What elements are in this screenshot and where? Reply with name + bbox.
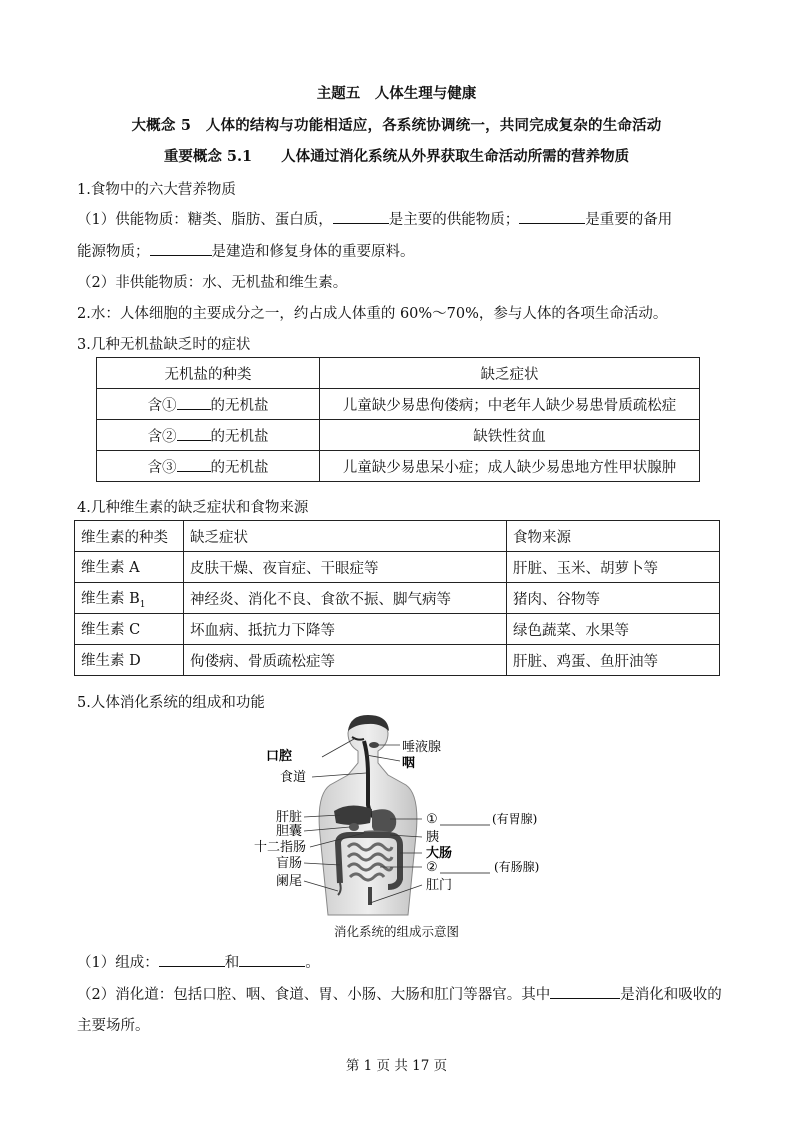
- label-blank-2: ②: [426, 860, 438, 875]
- label-salivary-gland: 唾液腺: [402, 740, 442, 755]
- answer-blank: [177, 395, 211, 410]
- section4-heading: 4.几种维生素的缺乏症状和食物来源: [77, 500, 309, 516]
- vitamin-name-cell: 维生素 D: [75, 645, 184, 676]
- label-blank-1: ①: [426, 812, 438, 827]
- food-source-cell: 猪肉、谷物等: [507, 583, 720, 614]
- label-gallbladder: 胆囊: [275, 824, 302, 839]
- table-header-row: [75, 521, 720, 552]
- answer-blank: [177, 457, 211, 472]
- label-duodenum: 十二指肠: [253, 840, 306, 855]
- table-row: [97, 389, 700, 420]
- label-oral-cavity: 口腔: [265, 749, 292, 764]
- label-esophagus: 食道: [279, 770, 306, 785]
- topic-title: 主题五 人体生理与健康: [316, 85, 477, 102]
- table-row: [75, 552, 720, 583]
- label-liver: 肝脏: [275, 810, 302, 825]
- answer-blank: [550, 984, 620, 999]
- label-anus: 肛门: [426, 878, 453, 893]
- table-header-cell: 无机盐的种类: [97, 358, 320, 389]
- section1-para1-line1: （1）供能物质：糖类、脂肪、蛋白质， 是主要的供能物质； 是重要的备用: [77, 208, 672, 229]
- gallbladder: [349, 823, 359, 831]
- mineral-type-cell: 含① 的无机盐: [97, 389, 320, 420]
- vitamin-table: [74, 520, 720, 676]
- table-header-row: [97, 358, 700, 389]
- section5-para1: （1）组成： 和 。: [77, 951, 320, 972]
- label-pharynx: 咽: [402, 756, 416, 771]
- table-row: [75, 583, 720, 614]
- food-source-cell: 肝脏、鸡蛋、鱼肝油等: [507, 645, 720, 676]
- symptom-cell: 皮肤干燥、夜盲症、干眼症等: [184, 552, 507, 583]
- table-header-cell: 缺乏症状: [320, 358, 700, 389]
- table-row: [75, 645, 720, 676]
- section1-para2: （2）非供能物质：水、无机盐和维生素。: [77, 275, 348, 291]
- mineral-type-cell: 含② 的无机盐: [97, 420, 320, 451]
- section3-heading: 3.几种无机盐缺乏时的症状: [77, 337, 251, 353]
- food-source-cell: 肝脏、玉米、胡萝卜等: [507, 552, 720, 583]
- label-appendix: 阑尾: [275, 874, 302, 889]
- digestive-system-diagram: [240, 715, 560, 920]
- label-large-intestine: 大肠: [426, 846, 453, 861]
- answer-blank: [333, 209, 389, 224]
- answer-blank: [519, 209, 585, 224]
- section5-para2-line2: 主要场所。: [77, 1018, 150, 1034]
- section5-para2-line1: （2）消化道：包括口腔、咽、食道、胃、小肠、大肠和肛门等器官。其中 是消化和吸收的: [77, 983, 722, 1004]
- mineral-table: [96, 357, 700, 482]
- symptom-cell: 儿童缺少易患佝偻病；中老年人缺少易患骨质疏松症: [320, 389, 700, 420]
- section2-text: 2.水：人体细胞的主要成分之一，约占成人体重的 60%～70%，参与人体的各项生命活动。: [77, 306, 668, 322]
- salivary-gland: [369, 742, 379, 748]
- vitamin-name-cell: 维生素 A: [75, 552, 184, 583]
- section5-heading: 5.人体消化系统的组成和功能: [77, 695, 265, 711]
- symptom-cell: 儿童缺少易患呆小症；成人缺少易患地方性甲状腺肿: [320, 451, 700, 482]
- table-row: [97, 451, 700, 482]
- page-number: 第 1 页 共 17 页: [345, 1058, 448, 1074]
- diagram-caption: 消化系统的组成示意图: [333, 924, 459, 939]
- key-concept-title: 重要概念 5.1 人体通过消化系统从外界获取生命活动所需的营养物质: [163, 148, 630, 165]
- label-intestinal-gland: (有肠腺): [494, 860, 540, 874]
- answer-blank: [239, 952, 305, 967]
- answer-blank: [159, 952, 225, 967]
- answer-blank: [150, 241, 212, 256]
- food-source-cell: 绿色蔬菜、水果等: [507, 614, 720, 645]
- mineral-type-cell: 含③ 的无机盐: [97, 451, 320, 482]
- symptom-cell: 神经炎、消化不良、食欲不振、脚气病等: [184, 583, 507, 614]
- label-pancreas: 胰: [426, 830, 440, 845]
- big-concept-title: 大概念 5 人体的结构与功能相适应，各系统协调统一，共同完成复杂的生命活动: [131, 117, 662, 134]
- vitamin-name-cell: 维生素 $B_1$: [75, 583, 184, 614]
- section1-heading: 1.食物中的六大营养物质: [77, 182, 236, 198]
- table-row: [75, 614, 720, 645]
- table-header-cell: 食物来源: [507, 521, 720, 552]
- symptom-cell: 坏血病、抵抗力下降等: [184, 614, 507, 645]
- symptom-cell: 佝偻病、骨质疏松症等: [184, 645, 507, 676]
- table-header-cell: 缺乏症状: [184, 521, 507, 552]
- section1-para1-line2: 能源物质； 是建造和修复身体的重要原料。: [77, 240, 415, 261]
- symptom-cell: 缺铁性贫血: [320, 420, 700, 451]
- vitamin-name-cell: 维生素 C: [75, 614, 184, 645]
- table-row: [97, 420, 700, 451]
- label-gastric-gland: (有胃腺): [492, 812, 538, 826]
- answer-blank: [177, 426, 211, 441]
- label-cecum: 盲肠: [275, 856, 302, 871]
- table-header-cell: 维生素的种类: [75, 521, 184, 552]
